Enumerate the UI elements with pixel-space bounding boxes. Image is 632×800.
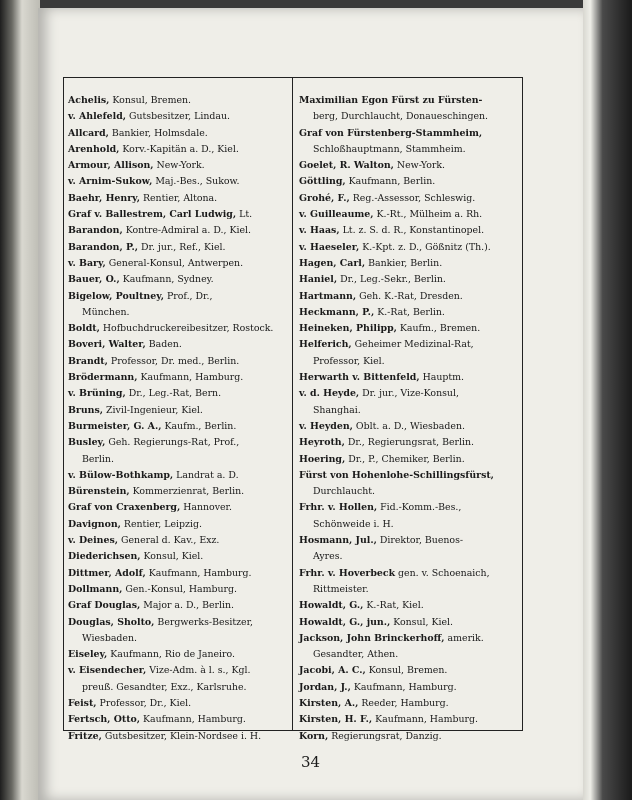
directory-entry bbox=[299, 729, 521, 745]
entry-detail: Geh. Regierungs-Rat, Prof., bbox=[105, 437, 240, 449]
entry-detail: Lt. z. S. d. R., Konstantinopel. bbox=[339, 225, 485, 237]
entry-name: v. Guilleaume, bbox=[299, 209, 374, 221]
entry-detail: Reeder, Hamburg. bbox=[358, 697, 449, 709]
entry-detail: Durchlaucht. bbox=[313, 486, 375, 498]
directory-entry bbox=[299, 158, 521, 174]
directory-entry bbox=[299, 435, 521, 451]
directory-entry bbox=[68, 712, 290, 728]
entry-name: v. Bülow-Bothkamp, bbox=[68, 469, 174, 481]
entry-name: Arenhold, bbox=[68, 143, 120, 155]
directory-entry bbox=[299, 696, 521, 712]
entry-detail: Kaufmann, Hamburg. bbox=[372, 714, 478, 726]
entry-name: Herwarth v. Bittenfeld, bbox=[299, 372, 420, 384]
directory-entry bbox=[299, 631, 521, 647]
entry-detail: Major a. D., Berlin. bbox=[140, 600, 235, 612]
entry-name: Diederichsen, bbox=[68, 551, 141, 563]
directory-entry bbox=[68, 452, 290, 468]
entry-name: Heyroth, bbox=[299, 437, 345, 449]
entry-detail: Dr., Leg.-Rat, Bern. bbox=[125, 388, 222, 400]
entry-name: Baehr, Henry, bbox=[68, 192, 140, 204]
entry-name: Maximilian Egon Fürst zu Fürsten- bbox=[299, 95, 483, 106]
entry-name: Graf v. Ballestrem, Carl Ludwig, bbox=[68, 209, 237, 221]
directory-entry bbox=[68, 517, 290, 533]
entry-name: Helferich, bbox=[299, 339, 352, 351]
entry-detail: Konsul, Kiel. bbox=[140, 551, 204, 563]
entry-name: Hoering, bbox=[299, 453, 346, 465]
directory-entry bbox=[299, 109, 521, 125]
directory-entry bbox=[68, 354, 290, 370]
directory-entry bbox=[299, 663, 521, 679]
directory-entry bbox=[299, 419, 521, 435]
entry-name: Fritze, bbox=[68, 730, 102, 742]
entry-name: Haniel, bbox=[299, 274, 338, 286]
directory-entry bbox=[299, 272, 521, 288]
entry-detail: Dr. jur., Ref., Kiel. bbox=[138, 241, 226, 253]
entry-name: Douglas, Sholto, bbox=[68, 616, 155, 628]
entry-name: v. Arnim-Sukow, bbox=[68, 176, 153, 188]
directory-entry bbox=[299, 566, 521, 582]
directory-entry bbox=[299, 712, 521, 728]
directory-entry bbox=[68, 696, 290, 712]
entry-name: Göttling, bbox=[299, 176, 346, 188]
directory-entry bbox=[68, 191, 290, 207]
entry-detail: Landrat a. D. bbox=[173, 469, 239, 481]
entry-detail: Professor, Dr., Kiel. bbox=[96, 697, 192, 709]
directory-entry bbox=[299, 305, 521, 321]
directory-entry bbox=[299, 370, 521, 386]
entry-name: Howaldt, G., bbox=[299, 600, 364, 612]
directory-entry bbox=[68, 680, 290, 696]
entry-detail: Schloßhauptmann, Stammheim. bbox=[313, 143, 466, 155]
entry-detail: Dr., P., Chemiker, Berlin. bbox=[345, 453, 465, 465]
entry-name: v. Haeseler, bbox=[299, 241, 360, 253]
directory-entry bbox=[68, 126, 290, 142]
directory-entry bbox=[299, 142, 521, 158]
directory-entry bbox=[299, 500, 521, 516]
directory-entry bbox=[68, 533, 290, 549]
entry-name: Brandt, bbox=[68, 355, 108, 367]
entry-name: v. Deines, bbox=[68, 535, 119, 547]
directory-entry bbox=[299, 93, 521, 109]
directory-entry bbox=[68, 305, 290, 321]
entry-name: Davignon, bbox=[68, 518, 121, 530]
entry-name: Brödermann, bbox=[68, 372, 138, 384]
directory-entry bbox=[68, 321, 290, 337]
entry-detail: Kommerzienrat, Berlin. bbox=[129, 486, 245, 498]
entry-name: v. Bary, bbox=[68, 257, 106, 269]
left-column bbox=[68, 93, 290, 745]
directory-entry bbox=[68, 272, 290, 288]
directory-entry bbox=[299, 207, 521, 223]
entry-detail: Geh. K.-Rat, Dresden. bbox=[356, 290, 463, 302]
directory-entry bbox=[299, 386, 521, 402]
directory-entry bbox=[299, 468, 521, 484]
entry-name: Boveri, Walter, bbox=[68, 339, 146, 351]
entry-detail: Kontre-Admiral a. D., Kiel. bbox=[122, 225, 252, 237]
directory-entry bbox=[68, 549, 290, 565]
entry-detail: General-Konsul, Antwerpen. bbox=[105, 257, 244, 269]
entry-name: Kirsten, A., bbox=[299, 697, 359, 709]
entry-name: Feist, bbox=[68, 697, 97, 709]
entry-detail: Vize-Adm. à l. s., Kgl. bbox=[146, 665, 251, 677]
entry-name: Hosmann, Jul., bbox=[299, 535, 377, 547]
entry-name: Burmeister, G. A., bbox=[68, 420, 162, 432]
directory-entry bbox=[68, 289, 290, 305]
directory-entry bbox=[68, 566, 290, 582]
entry-name: v. Haas, bbox=[299, 225, 340, 237]
entry-name: Boldt, bbox=[68, 323, 100, 335]
entry-name: Hartmann, bbox=[299, 290, 357, 302]
directory-entry bbox=[299, 256, 521, 272]
directory-entry bbox=[68, 435, 290, 451]
entry-detail: Kaufmann, Hamburg. bbox=[140, 714, 246, 726]
directory-entry bbox=[68, 386, 290, 402]
directory-entry bbox=[299, 680, 521, 696]
entry-detail: Oblt. a. D., Wiesbaden. bbox=[352, 420, 465, 432]
entry-detail: Dr. jur., Vize-Konsul, bbox=[359, 388, 459, 400]
entry-detail: Professor, Kiel. bbox=[313, 355, 385, 367]
entry-name: Jackson, John Brinckerhoff, bbox=[299, 632, 445, 644]
entry-detail: Kaufm., Berlin. bbox=[161, 420, 237, 432]
entry-detail: New-York. bbox=[153, 160, 205, 172]
directory-entry bbox=[299, 484, 521, 500]
entry-name: Dollmann, bbox=[68, 583, 123, 595]
entry-detail: K.-Rat, Kiel. bbox=[363, 600, 424, 612]
entry-name: Howaldt, G., jun., bbox=[299, 616, 391, 628]
directory-entry bbox=[299, 452, 521, 468]
entry-name: Bigelow, Poultney, bbox=[68, 290, 165, 302]
entry-name: Heckmann, P., bbox=[299, 306, 375, 318]
entry-detail: Rentier, Leipzig. bbox=[120, 518, 202, 530]
entry-detail: Bergwerks-Besitzer, bbox=[154, 616, 253, 628]
entry-name: Bruns, bbox=[68, 404, 104, 416]
directory-entry bbox=[299, 321, 521, 337]
directory-entry bbox=[68, 663, 290, 679]
directory-entry bbox=[299, 126, 521, 142]
directory-entry bbox=[68, 631, 290, 647]
book-left-edge bbox=[0, 0, 40, 800]
entry-name: v. Eisendecher, bbox=[68, 665, 147, 677]
entry-name: v. Brüning, bbox=[68, 388, 126, 400]
entry-name: Achelis, bbox=[68, 95, 110, 106]
directory-entry bbox=[68, 109, 290, 125]
entry-detail: Bankier, Holmsdale. bbox=[108, 127, 208, 139]
entry-name: Kirsten, H. F., bbox=[299, 714, 373, 726]
entry-name: Frhr. v. Hoverbeck bbox=[299, 567, 396, 579]
entry-detail: Gen.-Konsul, Hamburg. bbox=[122, 583, 238, 595]
directory-entry bbox=[299, 223, 521, 239]
directory-entry bbox=[299, 191, 521, 207]
entry-detail: Kaufmann, Rio de Janeiro. bbox=[107, 649, 235, 661]
entry-detail: Geheimer Medizinal-Rat, bbox=[351, 339, 474, 351]
page-number: 34 bbox=[300, 753, 321, 771]
directory-entry bbox=[68, 500, 290, 516]
entry-detail: Direktor, Buenos- bbox=[376, 535, 464, 547]
entry-name: Hagen, Carl, bbox=[299, 257, 366, 269]
directory-entry bbox=[299, 533, 521, 549]
directory-entry bbox=[68, 419, 290, 435]
directory-entry bbox=[68, 337, 290, 353]
directory-entry bbox=[68, 142, 290, 158]
entry-detail: K.-Rat, Berlin. bbox=[374, 306, 445, 318]
directory-entry bbox=[68, 158, 290, 174]
entry-detail: Kaufm., Bremen. bbox=[396, 323, 481, 335]
entry-name: Goelet, R. Walton, bbox=[299, 160, 394, 172]
entry-detail: Berlin. bbox=[82, 453, 114, 465]
entry-detail: Kaufmann, Berlin. bbox=[345, 176, 436, 188]
entry-detail: Konsul, Bremen. bbox=[109, 95, 192, 106]
entry-detail: Zivil-Ingenieur, Kiel. bbox=[103, 404, 203, 416]
directory-entry bbox=[299, 289, 521, 305]
right-column bbox=[299, 93, 521, 745]
entry-name: Bürenstein, bbox=[68, 486, 130, 498]
entry-detail: Korv.-Kapitän a. D., Kiel. bbox=[119, 143, 239, 155]
directory-entry bbox=[68, 598, 290, 614]
directory-entry bbox=[68, 207, 290, 223]
entry-detail: Lt. bbox=[236, 209, 253, 221]
column-divider bbox=[292, 78, 293, 730]
directory-entry bbox=[68, 93, 290, 109]
directory-entry bbox=[68, 484, 290, 500]
directory-entry bbox=[299, 647, 521, 663]
book-page bbox=[38, 8, 583, 800]
entry-detail: Schönweide i. H. bbox=[313, 518, 394, 530]
directory-entry bbox=[68, 256, 290, 272]
entry-detail: Gutsbesitzer, Klein-Nordsee i. H. bbox=[101, 730, 262, 742]
entry-detail: München. bbox=[82, 306, 130, 318]
entry-name: Eiseley, bbox=[68, 649, 108, 661]
entry-detail: Kaufmann, Hamburg. bbox=[350, 681, 457, 693]
entry-detail: Kaufmann, Hamburg. bbox=[137, 372, 244, 384]
entry-name: Fertsch, Otto, bbox=[68, 714, 141, 726]
directory-entry bbox=[68, 223, 290, 239]
entry-detail: Hannover. bbox=[180, 502, 232, 514]
directory-entry bbox=[299, 403, 521, 419]
entry-name: v. Ahlefeld, bbox=[68, 111, 127, 123]
directory-entry bbox=[68, 615, 290, 631]
entry-detail: Hauptm. bbox=[419, 372, 465, 384]
entry-name: Korn, bbox=[299, 730, 329, 742]
directory-entry bbox=[68, 647, 290, 663]
entry-name: Barandon, bbox=[68, 225, 123, 237]
entry-detail: Prof., Dr., bbox=[164, 290, 213, 302]
entry-name: Fürst von Hohenlohe-Schillingsfürst, bbox=[299, 469, 494, 481]
entry-detail: amerik. bbox=[444, 632, 484, 644]
entry-detail: Professor, Dr. med., Berlin. bbox=[107, 355, 240, 367]
directory-entry bbox=[299, 174, 521, 190]
entry-detail: Dr., Leg.-Sekr., Berlin. bbox=[337, 274, 446, 286]
entry-detail: berg, Durchlaucht, Donaueschingen. bbox=[313, 111, 489, 123]
entry-name: Bauer, O., bbox=[68, 274, 120, 286]
entry-name: Barandon, P., bbox=[68, 241, 139, 253]
directory-entry bbox=[68, 468, 290, 484]
directory-entry bbox=[68, 240, 290, 256]
entry-detail: Ayres. bbox=[313, 551, 343, 563]
entry-detail: Konsul, Bremen. bbox=[365, 665, 448, 677]
entry-detail: Bankier, Berlin. bbox=[365, 257, 443, 269]
entry-name: Frhr. v. Hollen, bbox=[299, 502, 378, 514]
entry-detail: K.-Kpt. z. D., Gößnitz (Th.). bbox=[359, 241, 491, 253]
entry-name: Graf von Craxenberg, bbox=[68, 502, 181, 514]
directory-entry bbox=[299, 615, 521, 631]
entry-name: Jacobi, A. C., bbox=[299, 665, 366, 677]
book-right-edge bbox=[583, 0, 632, 800]
directory-entry bbox=[68, 370, 290, 386]
directory-entry bbox=[299, 598, 521, 614]
entry-name: Busley, bbox=[68, 437, 106, 449]
entry-detail: Gutsbesitzer, Lindau. bbox=[126, 111, 231, 123]
entry-detail: Wiesbaden. bbox=[82, 632, 137, 644]
entry-detail: Reg.-Assessor, Schleswig. bbox=[349, 192, 476, 204]
entry-name: v. d. Heyde, bbox=[299, 388, 360, 400]
directory-entry bbox=[299, 240, 521, 256]
text-frame bbox=[63, 77, 523, 742]
directory-entry bbox=[299, 517, 521, 533]
entry-detail: Dr., Regierungsrat, Berlin. bbox=[344, 437, 475, 449]
entry-detail: Kaufmann, Sydney. bbox=[119, 274, 214, 286]
directory-entry bbox=[299, 549, 521, 565]
entry-name: Graf von Fürstenberg-Stammheim, bbox=[299, 127, 483, 139]
entry-name: v. Heyden, bbox=[299, 420, 353, 432]
entry-detail: New-York. bbox=[393, 160, 446, 172]
entry-detail: Kaufmann, Hamburg. bbox=[145, 567, 252, 579]
entry-detail: Shanghai. bbox=[313, 404, 361, 416]
entry-detail: Fid.-Komm.-Bes., bbox=[377, 502, 462, 514]
entry-detail: Konsul, Kiel. bbox=[390, 616, 453, 628]
entry-name: Graf Douglas, bbox=[68, 600, 141, 612]
entry-detail: Hofbuchdruckereibesitzer, Rostock. bbox=[99, 323, 274, 335]
entry-detail: Rentier, Altona. bbox=[139, 192, 218, 204]
entry-detail: gen. v. Schoenaich, bbox=[395, 567, 490, 579]
entry-detail: K.-Rt., Mülheim a. Rh. bbox=[373, 209, 483, 221]
entry-detail: Gesandter, Athen. bbox=[313, 649, 399, 661]
entry-name: Allcard, bbox=[68, 127, 109, 139]
directory-entry bbox=[68, 174, 290, 190]
entry-detail: Regierungsrat, Danzig. bbox=[328, 730, 442, 742]
directory-entry bbox=[68, 403, 290, 419]
entry-detail: Rittmeister. bbox=[313, 583, 369, 595]
directory-entry bbox=[299, 354, 521, 370]
directory-entry bbox=[68, 582, 290, 598]
entry-detail: preuß. Gesandter, Exz., Karlsruhe. bbox=[82, 681, 247, 693]
entry-detail: Maj.-Bes., Sukow. bbox=[152, 176, 240, 188]
entry-name: Grohé, F., bbox=[299, 192, 350, 204]
directory-entry bbox=[299, 582, 521, 598]
entry-name: Dittmer, Adolf, bbox=[68, 567, 146, 579]
directory-entry bbox=[68, 729, 290, 745]
directory-entry bbox=[299, 337, 521, 353]
entry-name: Armour, Allison, bbox=[68, 160, 154, 172]
entry-detail: General d. Kav., Exz. bbox=[118, 535, 220, 547]
entry-detail: Baden. bbox=[145, 339, 182, 351]
entry-name: Jordan, J., bbox=[299, 681, 351, 693]
entry-name: Heineken, Philipp, bbox=[299, 323, 397, 335]
